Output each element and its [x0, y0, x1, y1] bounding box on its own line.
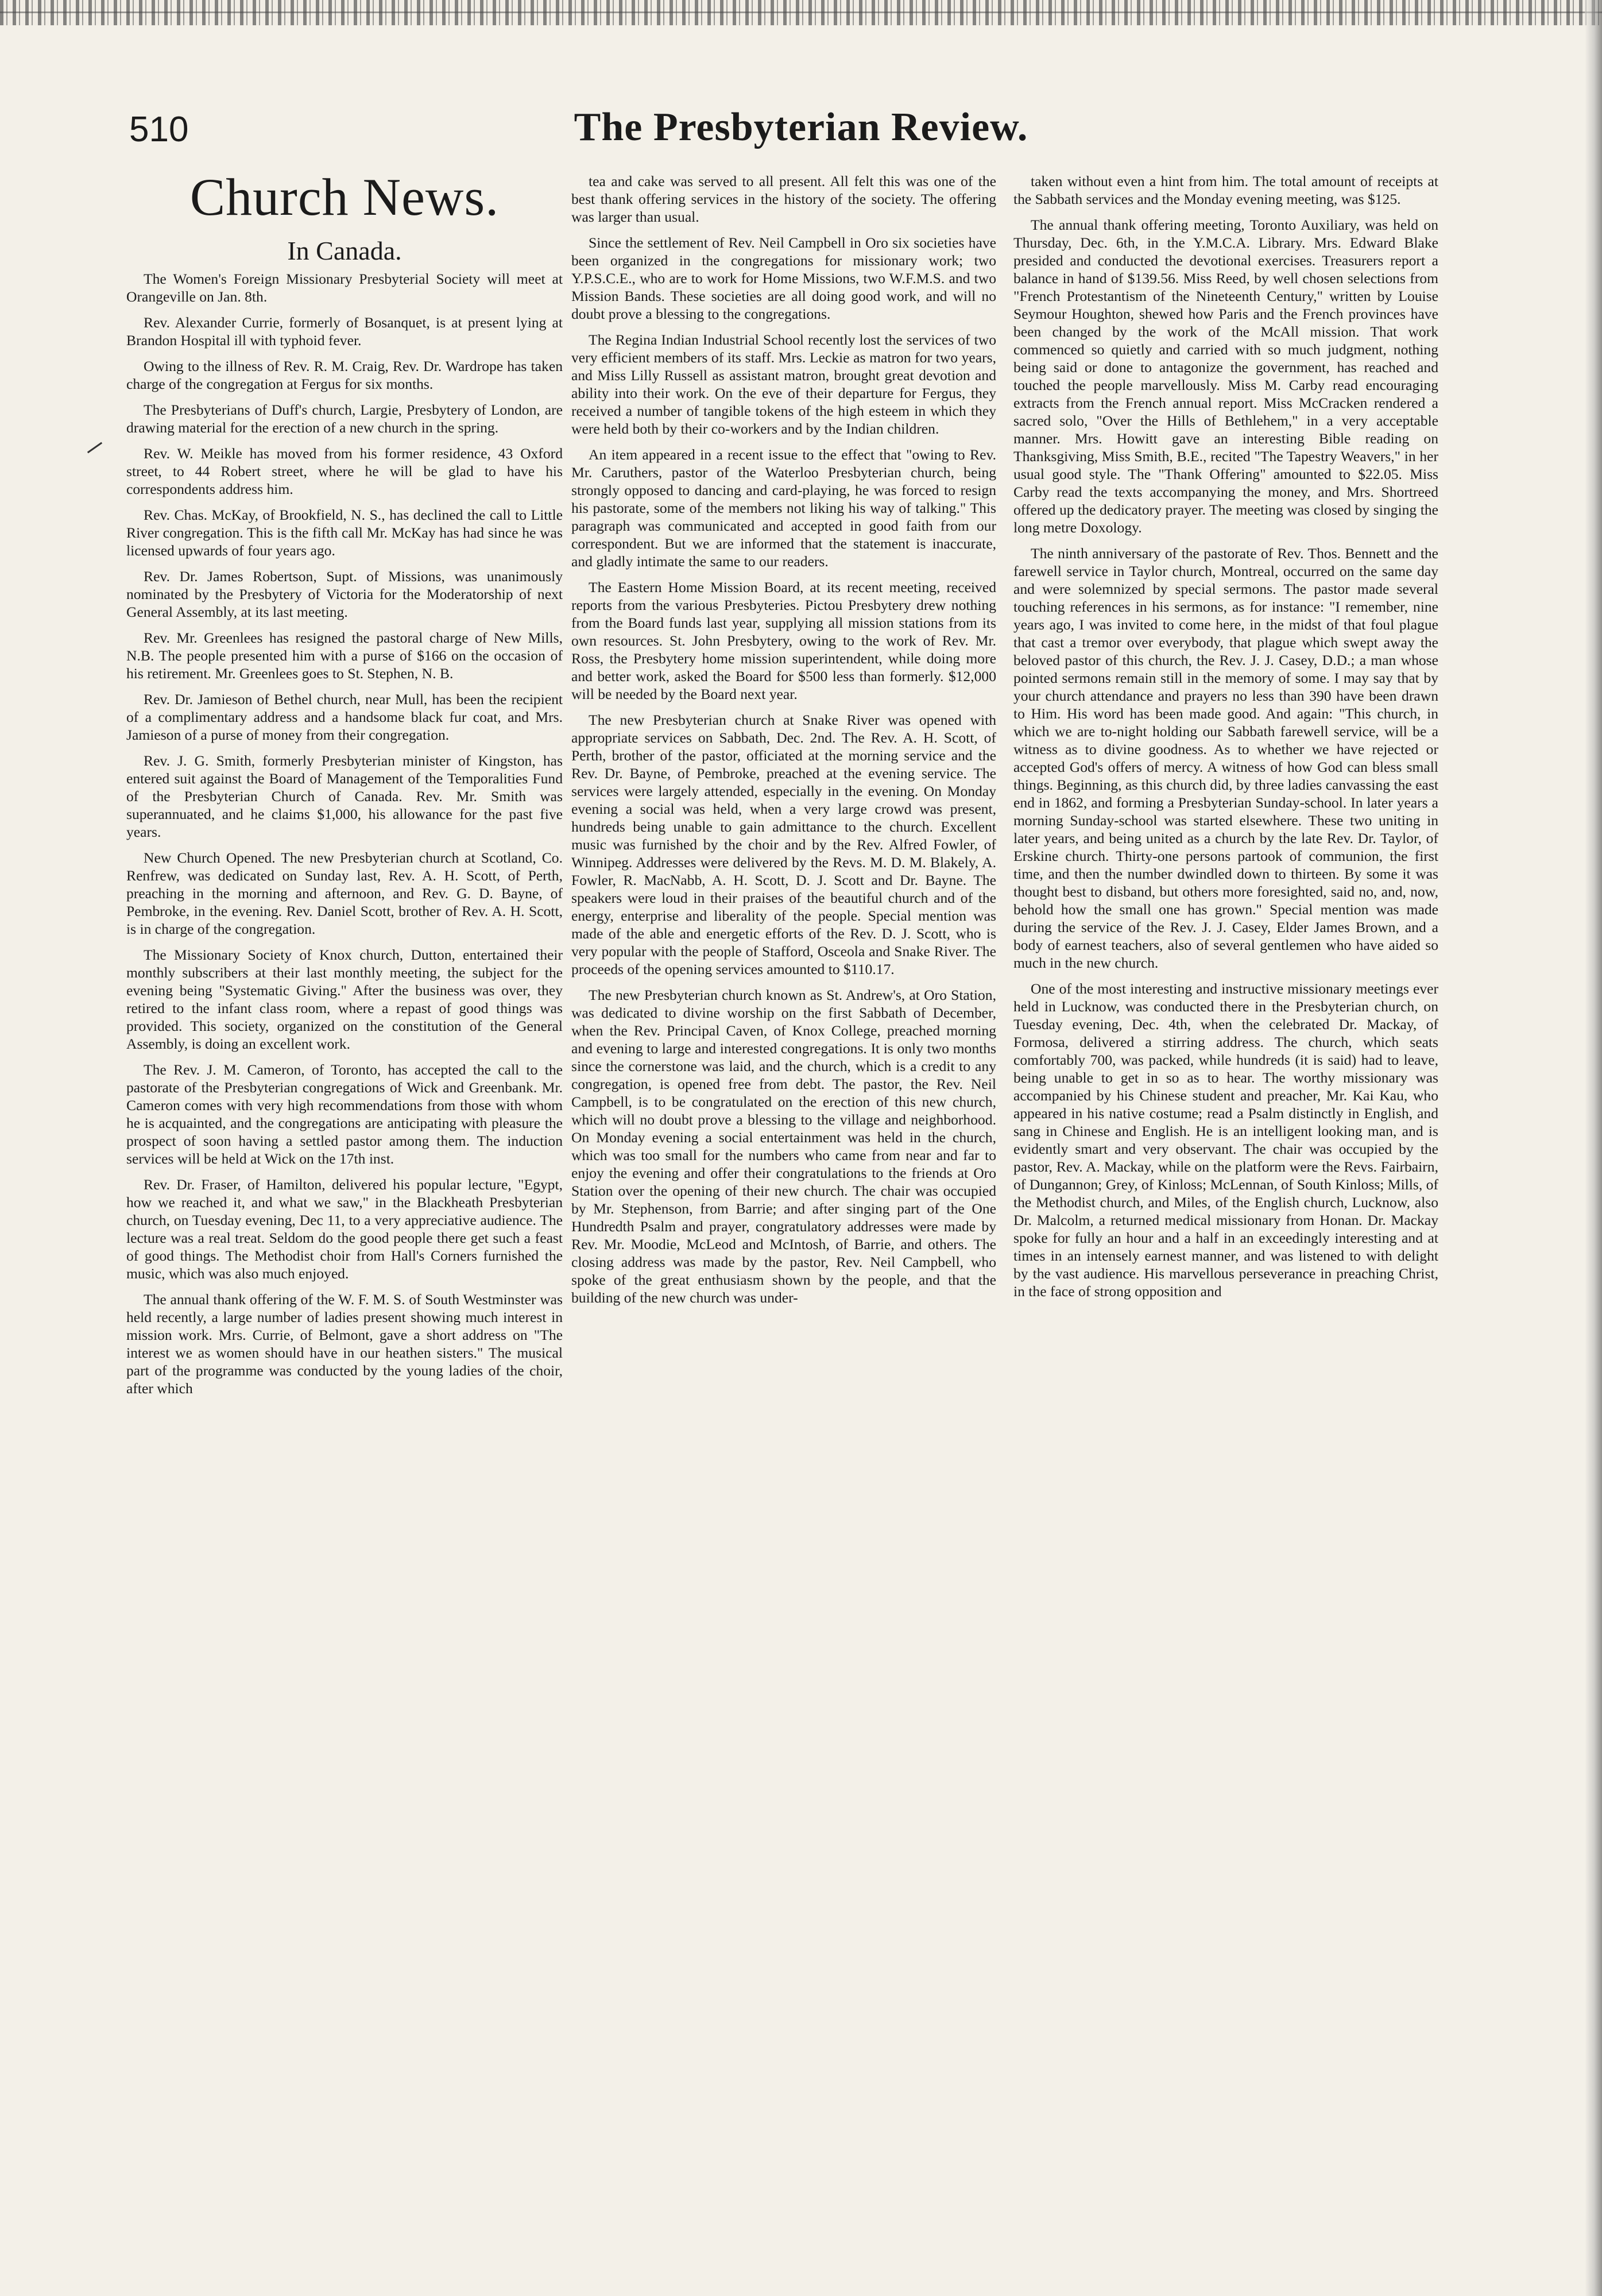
news-paragraph: Since the settlement of Rev. Neil Campbell in Oro six societies have been organized in the congregations for missionary work; two Y.P.S.C.E., who are to work for Home Missions, two W.F.M.S. and two Mission Bands. These societies are all doing good work, and will no doubt prove a blessing to the congregations. [571, 234, 996, 322]
news-paragraph: The ninth anniversary of the pastorate of Rev. Thos. Bennett and the farewell service in Taylor church, Montreal, occurred on the same day and were solemnized by special sermons. The pastor made several touching references in his sermons, as for instance: "I remember, nine years ago, I was invited to come here, in the midst of that foul plague that cast a tremor over everybody, that plague which swept away the beloved pastor of this church, the Rev. J. J. Casey, D.D.; a man whose pointed sermons remain still in the memory of some. I may say that by your church attendance and prayers no less than 390 have been drawn to Him. His word has been made good. And again: "This church, in which we are to-night holding our Sabbath farewell service, will be a witness as to divine goodness. As to whether we have rejected or accepted God's offers of mercy. A witness of how God can bless small things. Beginning, as this church did, by three ladies canvassing the east end in 1862, and forming a Presbyterian Sunday-school. In later years a morning Sunday-school was started elsewhere. These two uniting in later years, and being united as a church by the late Rev. Dr. Taylor, of Erskine church. Thirty-one persons partook of communion, the first time, and then the number dwindled down to thirteen. By some it was thought best to disband, but others more foresighted, said no, and, now, behold how the small one has grown." Special mention was made during the service of the Rev. J. J. Casey, Elder James Brown, and a body of earnest teachers, also of several gentlemen who have aided so much in the new church. [1013, 545, 1438, 971]
news-paragraph: The Presbyterians of Duff's church, Largie, Presbytery of London, are drawing material for the erection of a new church in the spring. [126, 401, 563, 436]
news-paragraph: Rev. Alexander Currie, formerly of Bosanquet, is at present lying at Brandon Hospital ill with typhoid fever. [126, 314, 563, 349]
news-paragraph: The Eastern Home Mission Board, at its recent meeting, received reports from the various Presbyteries. Pictou Presbytery drew nothing from the Board funds last year, supplying all mission stations from its own resources. St. John Presbytery, owing to the work of Rev. Mr. Ross, the Presbytery home mission superintendent, while doing more and better work, asked the Board for $500 less than formerly. $12,000 will be needed by the Board next year. [571, 579, 996, 702]
news-paragraph: tea and cake was served to all present. All felt this was one of the best thank offering services in the history of the society. The offering was larger than usual. [571, 173, 996, 225]
page-number: 510 [129, 110, 189, 149]
scan-right-edge [1585, 0, 1602, 2296]
news-paragraph: Rev. W. Meikle has moved from his former residence, 43 Oxford street, to 44 Robert street, where he will be glad to have his correspondents address him. [126, 445, 563, 497]
news-paragraph: Rev. Chas. McKay, of Brookfield, N. S., has declined the call to Little River congregation. This is the fifth call Mr. McKay has had since he was licensed upwards of four years ago. [126, 507, 563, 559]
section-title: Church News. [189, 168, 500, 226]
news-paragraph: The new Presbyterian church known as St. Andrew's, at Oro Station, was dedicated to divine worship on the first Sabbath of December, when the Rev. Principal Caven, of Knox College, preached morning and evening to large and interested congregations. It is only two months since the cornerstone was laid, and the church, which is a credit to any congregation, is opened free from debt. The pastor, the Rev. Neil Campbell, is to be congratulated on the erection of this new church, which will no doubt prove a blessing to the village and neighborhood. On Monday evening a social entertainment was held in the church, which was too small for the numbers who came from near and far to enjoy the evening and offer their congratulations to the friends at Oro Station over the opening of their new church. The chair was occupied by Mr. Stephenson, from Barrie; and after singing part of the One Hundredth Psalm and prayer, congratulatory addresses were made by Rev. Mr. Moodie, McLeod and McIntosh, of Barrie, and others. The closing address was made by the pastor, Rev. Neil Campbell, who spoke of the great enthusiasm shown by the people, and that the building of the new church was under- [571, 987, 996, 1306]
news-paragraph: The Rev. J. M. Cameron, of Toronto, has accepted the call to the pastorate of the Presbyterian congregations of Wick and Greenbank. Mr. Cameron comes with very high recommendations from those with whom he is acquainted, and the congregations are anticipating with pleasure the prospect of soon having a settled pastor among them. The induction services will be held at Wick on the 17th inst. [126, 1061, 563, 1167]
scan-line [0, 11, 1602, 13]
news-paragraph: The Missionary Society of Knox church, Dutton, entertained their monthly subscribers at their last monthly meeting, the subject for the evening being "Systematic Giving." After the business was over, they retired to the infant class room, where a repast of good things was provided. This society, organized on the constitution of the General Assembly, is doing an excellent work. [126, 946, 563, 1052]
column-2 [571, 172, 996, 2257]
column-3 [1013, 172, 1438, 2257]
news-paragraph: taken without even a hint from him. The total amount of receipts at the Sabbath services and the Monday evening meeting, was $125. [1013, 173, 1438, 207]
news-paragraph: The annual thank offering of the W. F. M. S. of South Westminster was held recently, a large number of ladies present showing much interest in mission work. Mrs. Currie, of Belmont, gave a short address on "The interest we as women should have in our heathen sisters." The musical part of the programme was conducted by the young ladies of the choir, after which [126, 1291, 563, 1397]
masthead: The Presbyterian Review. [574, 105, 1028, 149]
pencil-mark [87, 442, 102, 454]
news-paragraph: One of the most interesting and instructive missionary meetings ever held in Lucknow, was conducted there in the Presbyterian church, on Tuesday evening, Dec. 4th, when the celebrated Dr. Mackay, of Formosa, delivered a stirring address. The church, which seats comfortably 700, was packed, while hundreds (it is said) had to leave, being unable to get in so as to hear. The worthy missionary was accompanied by his Chinese student and preacher, Mr. Kai Kau, who appeared in his native costume; read a Psalm distinctly in English, and sang in Chinese and English. He is an intelligent looking man, and is evidently smart and very observant. The chair was occupied by the pastor, Rev. A. Mackay, while on the platform were the Revs. Fairbairn, of Dungannon; Grey, of Kinloss; McLennan, of South Kinloss; Mills, of the Methodist church, and Miles, of the English church, Lucknow, also Dr. Malcolm, a returned medical missionary from Honan. Dr. Mackay spoke for fully an hour and a half in an exceedingly interesting and at times in an intensely earnest manner, and was listened to with delight by the vast audience. His marvellous perseverance in preaching Christ, in the face of strong opposition and [1013, 980, 1438, 1300]
news-paragraph: Owing to the illness of Rev. R. M. Craig, Rev. Dr. Wardrope has taken charge of the congregation at Fergus for six months. [126, 358, 563, 392]
news-paragraph: Rev. Dr. Jamieson of Bethel church, near Mull, has been the recipient of a complimentary address and a handsome black fur coat, and Mrs. Jamieson of a purse of money from their congregation. [126, 691, 563, 743]
news-paragraph: The new Presbyterian church at Snake River was opened with appropriate services on Sabbath, Dec. 2nd. The Rev. A. H. Scott, of Perth, brother of the pastor, officiated at the morning service and the Rev. Dr. Bayne, of Pembroke, preached at the evening service. The services were largely attended, especially in the evening. On Monday evening a social was held, when a very large crowd was present, hundreds being unable to gain admittance to the church. Excellent music was furnished by the choir and by the Rev. Alfred Fowler, of Winnipeg. Addresses were delivered by the Revs. M. D. M. Blakely, A. Fowler, R. MacNabb, A. H. Scott, D. J. Scott and Dr. Bayne. The speakers were loud in their praises of the beautiful church and of the energy, enterprise and liberality of the people. Special mention was made of the able and energetic efforts of the Rev. D. J. Scott, who is very popular with the people of Stafford, Osceola and Snake River. The proceeds of the opening services amounted to $110.17. [571, 712, 996, 977]
news-paragraph: Rev. J. G. Smith, formerly Presbyterian minister of Kingston, has entered suit against the Board of Management of the Temporalities Fund of the Presbyterian Church of Canada. Rev. Mr. Smith was superannuated, and he claims $1,000, his allowance for the past five years. [126, 752, 563, 840]
news-paragraph: The Women's Foreign Missionary Presbyterial Society will meet at Orangeville on Jan. 8th. [126, 270, 563, 305]
news-paragraph: Rev. Dr. James Robertson, Supt. of Missions, was unanimously nominated by the Presbytery of Victoria for the Moderatorship of next General Assembly, at its last meeting. [126, 568, 563, 620]
news-paragraph: The annual thank offering meeting, Toronto Auxiliary, was held on Thursday, Dec. 6th, in the Y.M.C.A. Library. Mrs. Edward Blake presided and conducted the devotional exercises. Treasurers report a balance in hand of $139.56. Miss Reed, by well chosen selections from "French Protestantism of the Nineteenth Century," written by Louise Seymour Houghton, shewed how Paris and the French provinces have been changed by the work of the McAll mission. That work commenced so quietly and carried with so much judgment, nothing being said or done to antagonize the government, has reached and touched the people marvellously. Miss M. Carby read encouraging extracts from the French annual report. Miss McCracken rendered a sacred solo, "Over the Hills of Bethlehem," in a very acceptable manner. Mrs. Howitt gave an interesting Bible reading on Thanksgiving, Miss Smith, B.E., recited "The Tapestry Weavers," in her usual good style. The "Thank Offering" amounted to $22.05. Miss Carby read the texts accompanying the money, and Mrs. Shortreed offered up the dedicatory prayer. The meeting was closed by singing the long metre Doxology. [1013, 217, 1438, 536]
news-paragraph: An item appeared in a recent issue to the effect that "owing to Rev. Mr. Caruthers, pastor of the Waterloo Presbyterian church, being strongly opposed to dancing and card-playing, he was forced to resign his pastorate, some of the members not liking his way of talking." This paragraph was communicated and accepted in good faith from our correspondent. But we are informed that the statement is inaccurate, and gladly intimate the same to our readers. [571, 446, 996, 570]
news-paragraph: New Church Opened. The new Presbyterian church at Scotland, Co. Renfrew, was dedicated on Sunday last, Rev. A. H. Scott, of Perth, preaching in the morning and afternoon, and Rev. G. D. Bayne, of Pembroke, in the evening. Rev. Daniel Scott, brother of Rev. A. H. Scott, is in charge of the congregation. [126, 849, 563, 937]
news-paragraph: The Regina Indian Industrial School recently lost the services of two very efficient members of its staff. Mrs. Leckie as matron for two years, and Miss Lilly Russell as assistant matron, brought great devotion and ability into their work. On the eve of their departure for Fergus, they received a number of tangible tokens of the high esteem in which they were held both by their co-workers and by the Indian children. [571, 331, 996, 437]
news-paragraph: Rev. Mr. Greenlees has resigned the pastoral charge of New Mills, N.B. The people presented him with a purse of $166 on the occasion of his retirement. Mr. Greenlees goes to St. Stephen, N. B. [126, 629, 563, 682]
column-1 [126, 270, 563, 2257]
section-subtitle: In Canada. [287, 236, 402, 265]
news-paragraph: Rev. Dr. Fraser, of Hamilton, delivered his popular lecture, "Egypt, how we reached it, and what we saw," in the Blackheath Presbyterian church, on Tuesday evening, Dec 11, to a very appreciative audience. The lecture was a real treat. Seldom do the good people there get such a feast of good things. The Methodist choir from Hall's Corners furnished the music, which was also much enjoyed. [126, 1176, 563, 1282]
